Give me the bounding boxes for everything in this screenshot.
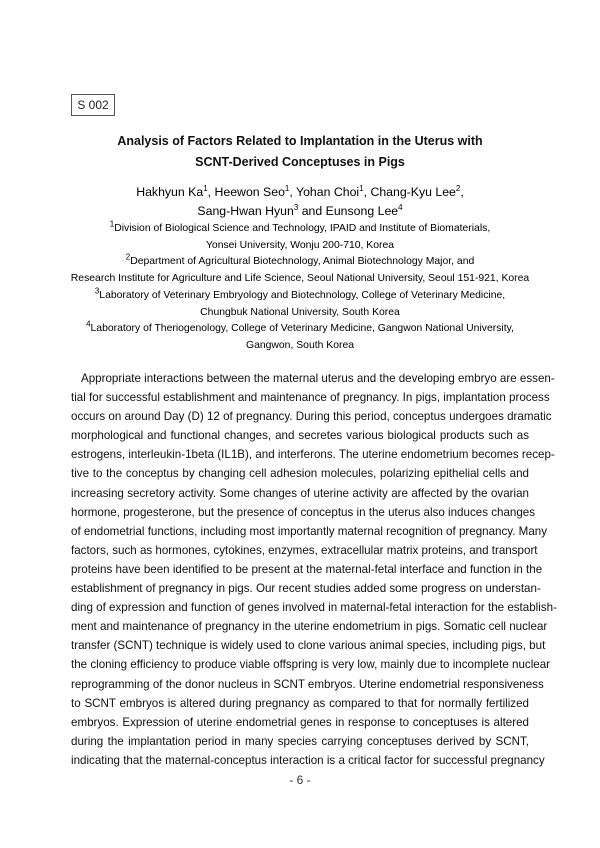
abstract-line: hormone, progesterone, but the presence of conceptus in the uterus also induces changes [71, 505, 536, 519]
author-affiliation-mark: 4 [398, 202, 403, 212]
author-name: Eunsong Lee [325, 204, 399, 218]
affiliation-number: 1 [109, 219, 115, 229]
affiliation-4-line-2: Gangwon, South Korea [245, 339, 355, 351]
affiliation-3-line-1: $^3$Laboratory of Veterinary Embryology and Biotechnology, College of Veterinary Medicine, [94, 286, 506, 301]
page-number: - 6 - [289, 773, 311, 787]
abstract-line: transfer (SCNT) technique is widely used to clone various animal species, including pigs, but [71, 639, 546, 653]
abstract-line: the cloning efficiency to produce viable offspring is very low, mainly due to incomplete nuclear [71, 658, 551, 672]
abstract-line: tial for successful establishment and maintenance of pregnancy. In pigs, implantation process [71, 391, 550, 405]
author-name: Sang-Hwan Hyun [197, 204, 294, 218]
abstract-line: Appropriate interactions between the maternal uterus and the developing embryo are essen- [81, 372, 555, 385]
paper-title [0, 131, 600, 173]
affiliation-number: 4 [86, 319, 91, 329]
abstract-line: during the implantation period in many species carrying conceptuses derived by SCNT, [71, 734, 529, 748]
author-affiliation-mark: 1 [203, 183, 208, 193]
abstract-line: estrogens, interleukin-1beta (IL1B), and interferons. The uterine endometrium becomes recep- [71, 448, 555, 462]
abstract-line: of endometrial functions, including most importantly maternal recognition of pregnancy. Many [71, 524, 548, 538]
author-name: Hakhyun Ka [136, 185, 204, 199]
affiliation-1-line-2: Yonsei University, Wonju 200-710, Korea [205, 239, 395, 251]
affiliation-1-line-1: $^1$Division of Biological Science and Technology, IPAID and Institute of Biomaterials, [109, 219, 491, 234]
author-affiliation-mark: 1 [284, 183, 290, 193]
author-affiliation-mark: 3 [293, 202, 299, 212]
affiliation-2-line-1: $^2$Department of Agricultural Biotechnology, Animal Biotechnology Major, and [125, 252, 475, 268]
author-list [0, 183, 600, 221]
author-conjunction: and [301, 204, 323, 218]
abstract-line: ment and maintenance of pregnancy in the uterine endometrium in pigs. Somatic cell nuclear [71, 620, 548, 634]
affiliation-number: 2 [125, 252, 131, 262]
abstract-line: increasing secretory activity. Some changes of uterine activity are affected by the ovarian [71, 486, 529, 500]
abstract-code-label: S 002 [71, 94, 115, 116]
author-name: Heewon Seo [214, 185, 285, 199]
author-line-1: Hakhyun Ka$^1$, Heewon Seo$^1$, Yohan Choi$^1$, Chang-Kyu Lee$^2$, [136, 183, 464, 199]
abstract-line: reprogramming of the donor nucleus in SCNT embryos. Uterine endometrial responsiveness [71, 677, 544, 691]
abstract-line: indicating that the maternal-conceptus interaction is a critical factor for successful pregnancy [71, 753, 545, 767]
abstract-line: morphological and functional changes, and secretes various biological products such as [71, 429, 529, 443]
abstract-body [71, 369, 557, 770]
affiliation-2-line-2: Research Institute for Agriculture and Life Science, Seoul National University, Seoul 151-921, Korea [70, 273, 530, 285]
affiliation-3-line-2: Chungbuk National University, South Korea [200, 306, 400, 318]
title-line-2: SCNT-Derived Conceptuses in Pigs [195, 155, 405, 169]
author-name: Chang-Kyu Lee [370, 185, 456, 199]
affiliation-number: 3 [94, 286, 100, 296]
abstract-line: embryos. Expression of uterine endometrial genes in response to conceptuses is altered [71, 715, 529, 729]
abstract-line: tive to the conceptus by changing cell adhesion molecules, polarizing epithelial cells and [71, 467, 529, 481]
title-line-1: Analysis of Factors Related to Implantation in the Uterus with [117, 134, 483, 148]
author-name: Yohan Choi [296, 185, 360, 199]
abstract-line: proteins have been identified to be present at the maternal-fetal interface and function in the [71, 562, 543, 576]
abstract-line: occurs on around Day (D) 12 of pregnancy. During this period, conceptus undergoes dramatic [71, 410, 552, 424]
author-affiliation-mark: 1 [359, 183, 364, 193]
affiliation-list [0, 221, 600, 355]
author-line-2 [0, 202, 600, 221]
abstract-line: to SCNT embryos is altered during pregnancy as compared to that for normally fertilized [71, 696, 529, 710]
abstract-line: factors, such as hormones, cytokines, enzymes, extracellular matrix proteins, and transport [71, 543, 538, 557]
abstract-line: establishment of pregnancy in pigs. Our recent studies added some progress on understan- [71, 582, 541, 596]
author-affiliation-mark: 2 [455, 183, 461, 193]
abstract-line: ding of expression and function of genes involved in maternal-fetal interaction for the establish- [71, 601, 557, 615]
affiliation-4-line-1: $^4$Laboratory of Theriogenology, College of Veterinary Medicine, Gangwon National University, [86, 319, 514, 335]
